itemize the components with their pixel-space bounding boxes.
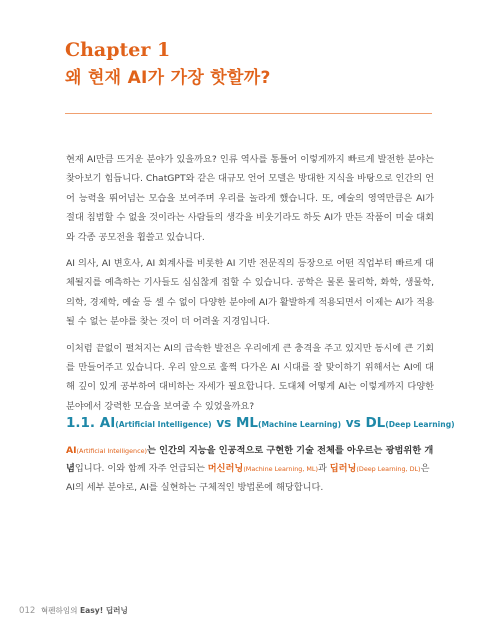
chapter-title: 왜 현재 AI가 가장 핫할까?: [65, 68, 271, 88]
heading-dl-full: (Deep Learning): [385, 420, 455, 429]
paragraph-2: AI 의사, AI 변호사, AI 회계사를 비롯한 AI 기반 전문직의 등장으로 어떤 직업부터 빠르게 대체될지를 예측하는 기사들도 심심찮게 접할 수 있습니다. 공학은 물론 물리학, 화학, 생물학, 의학, 경제학, 예술 등 셀 수 없이 다양한 분야에 AI가 활발하게 적용되면서 이제는 AI가 적용될 수 없는 분야를 찾는 것이 더 어려울 지경입니다.: [66, 258, 434, 328]
chapter-label: Chapter 1: [65, 39, 171, 61]
section-heading: [66, 414, 455, 434]
heading-ai: AI: [99, 415, 116, 431]
def-ai-term: AI: [66, 445, 77, 456]
heading-dl: DL: [365, 415, 386, 431]
paragraph-3: 이처럼 끝없이 펼쳐지는 AI의 급속한 발전은 우리에게 큰 충격을 주고 있지만 동시에 큰 기회를 만들어주고 있습니다. 우리 앞으로 훌쩍 다가온 AI 시대를 잘 맞이하기 위해서는 AI에 대해 깊이 있게 공부하여 대비하는 자세가 필요합니다. 도대체 어떻게 AI는 이렇게까지 다양한 분야에서 강력한 모습을 보여줄 수 있었을까요?: [66, 342, 434, 412]
book-title-bold: Easy! 딥러닝: [79, 606, 128, 615]
heading-ml-full: (Machine Learning): [258, 420, 342, 429]
heading-vs-2: vs: [345, 416, 361, 430]
page-footer: [19, 605, 128, 616]
heading-ai-full: (Artificial Intelligence): [115, 420, 212, 429]
heading-vs-1: vs: [216, 416, 232, 430]
def-ml-term: 머신러닝: [207, 463, 244, 475]
def-ai-desc: 는 인간의 지능을 인공적으로 구현한 기술 전체를 아우르는 광범위한 개념: [66, 445, 434, 475]
paragraph-1: 현재 AI만큼 뜨거운 분야가 있을까요? 인류 역사를 통틀어 이렇게까지 빠르게 발전한 분야는 찾아보기 힘듭니다. ChatGPT와 같은 대규모 언어 모델은 방대한 지식을 바탕으로 인간의 언어 능력을 뛰어넘는 모습을 보여주며 우리를 놀라게 했습니다. 또, 예술의 영역만큼은 AI가 절대 침범할 수 없을 것이라는 사람들의 생각을 비웃기라도 하듯 AI가 만든 작품이 미술 대회와 각종 공모전을 휩쓸고 있습니다.: [66, 154, 434, 243]
def-ml-full: (Machine Learning, ML): [243, 465, 318, 474]
def-end: 은 AI의 세부 분야로, AI를 실현하는 구체적인 방법론에 해당합니다.: [66, 463, 430, 493]
definition-paragraph: [66, 442, 434, 497]
section-number: 1.1.: [66, 415, 96, 431]
heading-ml: ML: [235, 415, 259, 431]
title-divider: [65, 113, 432, 114]
def-ai-full: (Artificial Intelligence): [76, 447, 148, 455]
def-mid: 입니다. 이와 함께 자주 언급되는: [74, 463, 208, 475]
def-dl-full: (Deep Learning, DL): [356, 465, 421, 474]
book-title: 혁펜하임의: [40, 606, 78, 615]
body-text: [66, 150, 434, 423]
def-dl-term: 딥러닝: [329, 463, 357, 475]
page-number: 012: [19, 606, 36, 616]
def-and: 과: [317, 463, 330, 475]
